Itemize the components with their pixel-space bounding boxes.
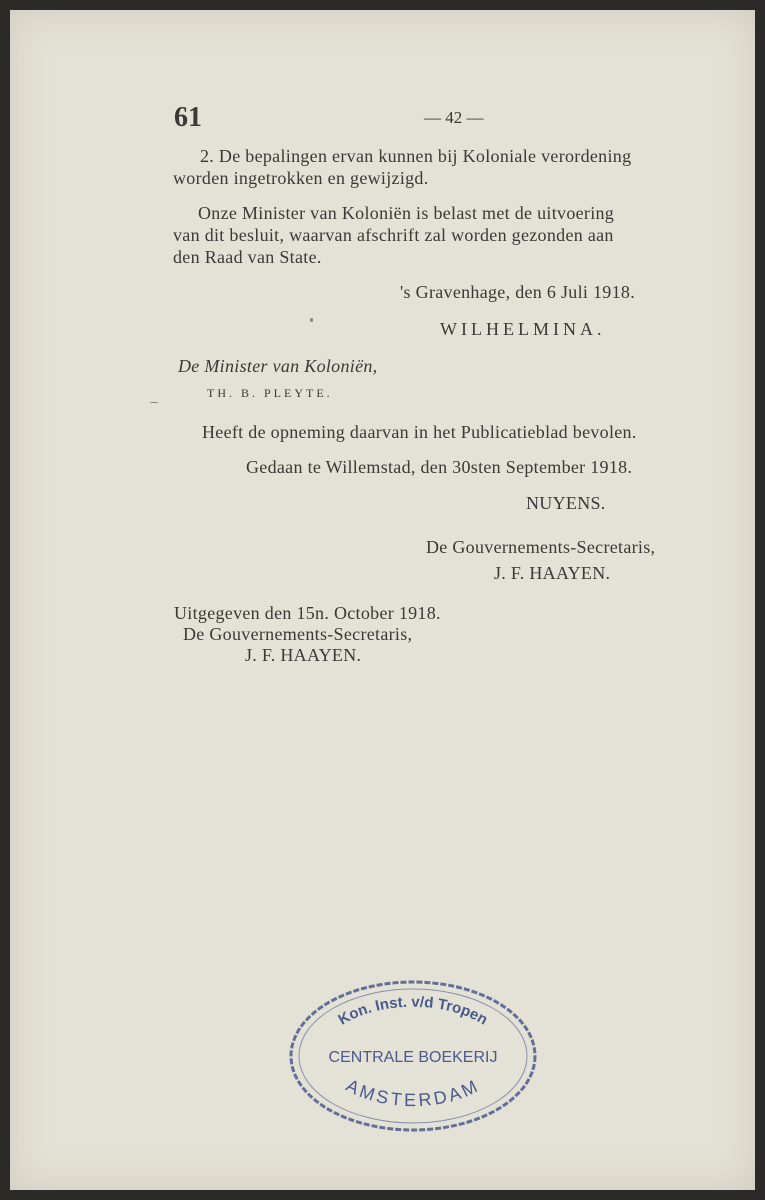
- paragraph-line: van dit besluit, waarvan afschrift zal worden gezonden aan: [173, 225, 614, 245]
- stamp-bottom-text: AMSTERDAM: [342, 1075, 484, 1111]
- paragraph-line: den Raad van State.: [173, 247, 322, 267]
- secretary-title: De Gouvernements-Secretaris,: [426, 537, 656, 557]
- stamp-top-text: Kon. Inst. v/d Tropen: [335, 993, 491, 1029]
- minister-title: De Minister van Koloniën,: [178, 356, 378, 376]
- secretary-name: J. F. HAAYEN.: [494, 563, 611, 583]
- ink-speck: [150, 402, 158, 403]
- paragraph-line: Onze Minister van Koloniën is belast met de uitvoering: [198, 203, 615, 223]
- page-number: 61: [174, 102, 202, 133]
- library-stamp: [286, 976, 540, 1136]
- governor-signature: NUYENS.: [526, 493, 606, 513]
- issued-title: De Gouvernements-Secretaris,: [183, 624, 413, 644]
- document-page: [10, 10, 755, 1190]
- publication-order: Heeft de opneming daarvan in het Publicatieblad bevolen.: [202, 422, 637, 442]
- paragraph-line: worden ingetrokken en gewijzigd.: [173, 168, 429, 188]
- date-line: 's Gravenhage, den 6 Juli 1918.: [400, 282, 635, 302]
- signature-queen: WILHELMINA.: [440, 319, 606, 339]
- stamp-graphic: [286, 976, 540, 1136]
- paragraph-line: 2. De bepalingen ervan kunnen bij Koloniale verordening: [200, 146, 632, 166]
- stamp-center-text: CENTRALE BOEKERIJ: [328, 1049, 498, 1066]
- folio-number: — 42 —: [424, 108, 484, 127]
- ink-speck: [310, 318, 313, 322]
- issued-name: J. F. HAAYEN.: [245, 645, 362, 665]
- minister-name: TH. B. PLEYTE.: [207, 386, 333, 400]
- issued-line: Uitgegeven den 15n. October 1918.: [174, 603, 441, 623]
- done-line: Gedaan te Willemstad, den 30sten September 1918.: [246, 457, 633, 477]
